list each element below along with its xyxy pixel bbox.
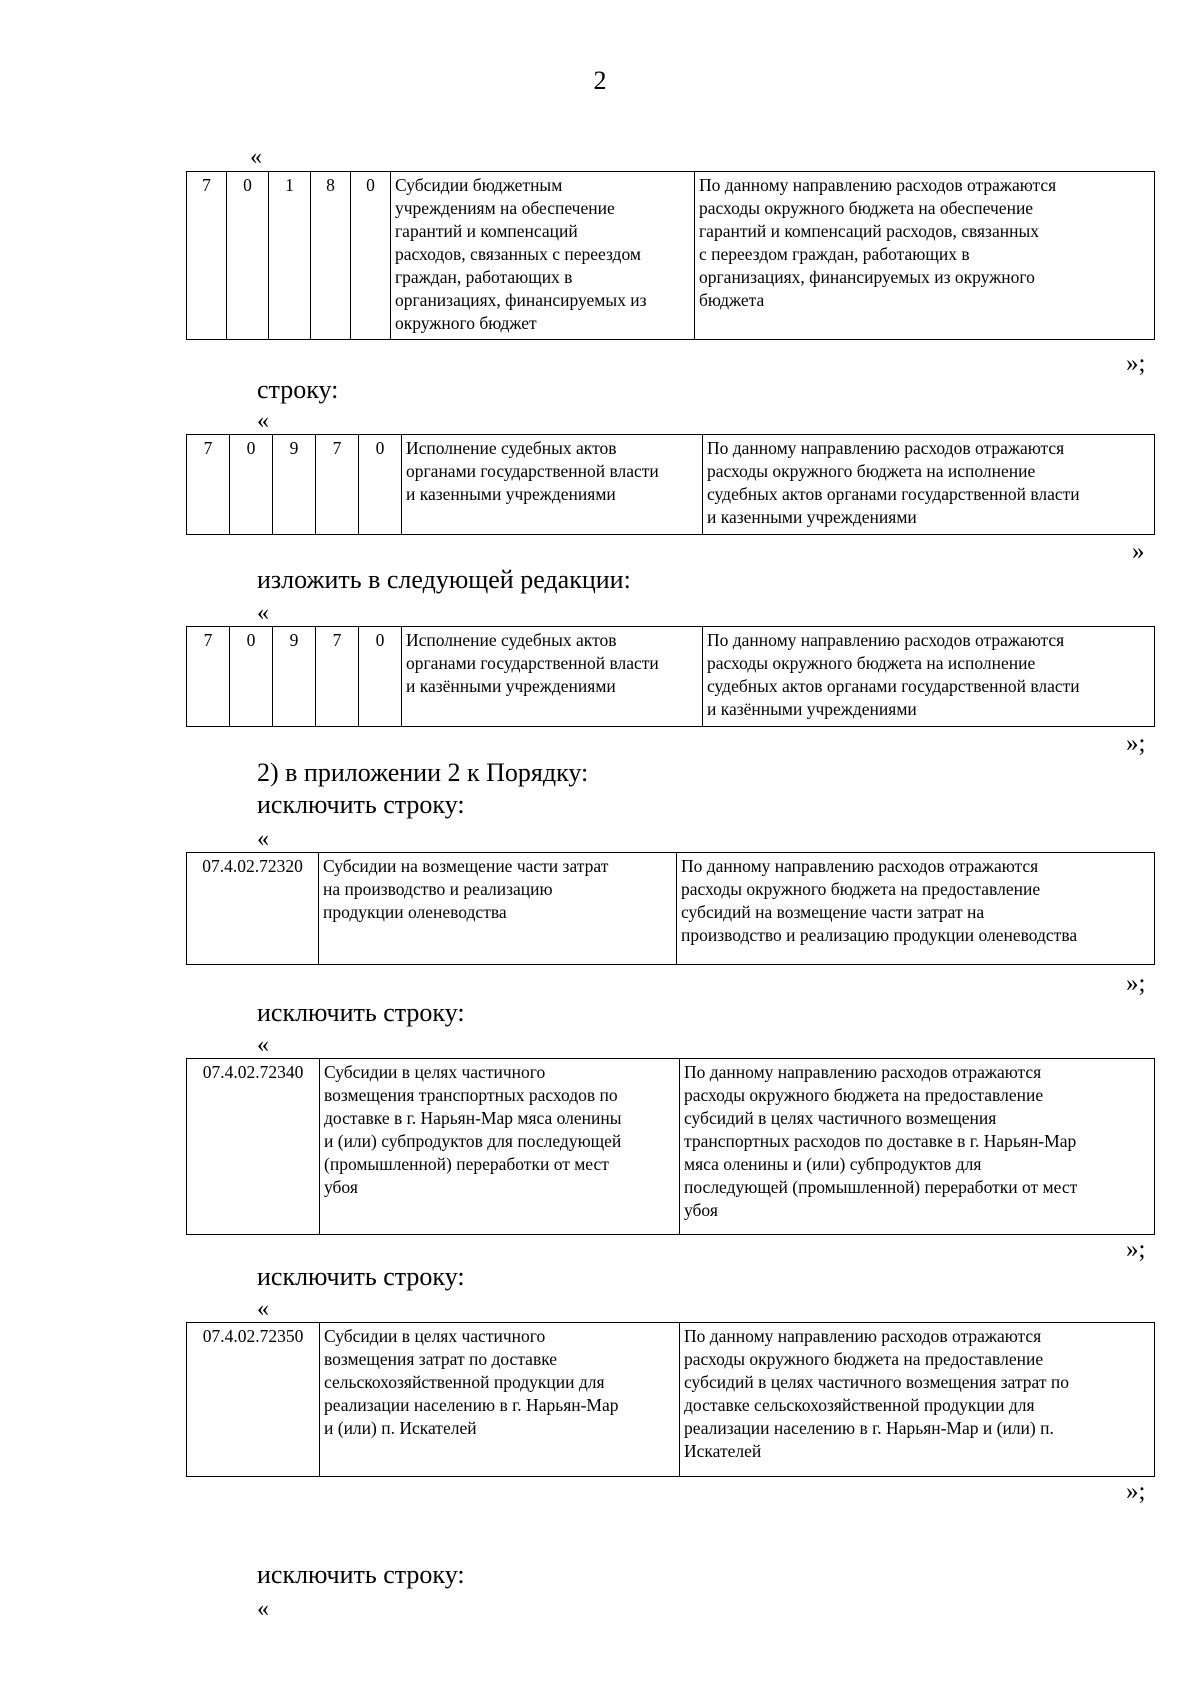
section-heading: исключить строку: xyxy=(257,1262,465,1291)
close-quote: »; xyxy=(1126,730,1146,757)
table-row xyxy=(187,1323,1155,1477)
budget-code: 07.4.02.72350 xyxy=(187,1323,320,1477)
budget-code-table xyxy=(186,1058,1155,1235)
section-heading: изложить в следующей редакции: xyxy=(257,565,631,594)
close-quote: »; xyxy=(1126,1236,1146,1263)
code-digit: 9 xyxy=(273,435,316,535)
page-number: 2 xyxy=(593,66,607,95)
open-quote: « xyxy=(257,600,269,626)
expense-description: По данному направлению расходов отражаются расходы окружного бюджета на исполнение судебных актов органами государственной власти и казёнными учреждениями xyxy=(703,627,1155,727)
budget-code: 07.4.02.72320 xyxy=(187,853,319,965)
close-quote: » xyxy=(1132,538,1145,565)
close-quote: »; xyxy=(1126,1478,1146,1505)
code-digit: 7 xyxy=(316,435,359,535)
expense-name: Субсидии в целях частичного возмещения транспортных расходов по доставке в г. Нарьян-Мар мяса оленины и (или) субпродуктов для последующей (промышленной) переработки от мест убоя xyxy=(320,1059,680,1235)
expense-name: Исполнение судебных актов органами государственной власти и казенными учреждениями xyxy=(402,435,703,535)
table-row xyxy=(187,627,1155,727)
expense-description: По данному направлению расходов отражаются расходы окружного бюджета на предоставление субсидий в целях частичного возмещения затрат по доставке сельскохозяйственной продукции для реализации населению в г. Нарьян-Мар и (или) п. Искателей xyxy=(680,1323,1155,1477)
section-subheading: исключить строку: xyxy=(257,790,465,819)
budget-code-table xyxy=(186,171,1155,340)
table-row xyxy=(187,853,1155,965)
expense-description: По данному направлению расходов отражаются расходы окружного бюджета на предоставление субсидий на возмещение части затрат на производство и реализацию продукции оленеводства xyxy=(677,853,1155,965)
section-heading: строку: xyxy=(257,375,339,404)
section-heading: исключить строку: xyxy=(257,998,465,1027)
code-digit: 0 xyxy=(359,435,402,535)
budget-code-table xyxy=(186,434,1155,535)
section-heading: исключить строку: xyxy=(257,1560,465,1589)
budget-code-table xyxy=(186,626,1155,727)
budget-code-table xyxy=(186,852,1155,965)
expense-name: Субсидии на возмещение части затрат на производство и реализацию продукции оленеводства xyxy=(319,853,677,965)
code-digit: 0 xyxy=(351,172,391,340)
budget-code: 07.4.02.72340 xyxy=(187,1059,320,1235)
expense-description: По данному направлению расходов отражаются расходы окружного бюджета на обеспечение гарантий и компенсаций расходов, связанных с переездом граждан, работающих в организациях, финансируемых из окружного бюджета xyxy=(695,172,1155,340)
table-row xyxy=(187,1059,1155,1235)
code-digit: 0 xyxy=(227,172,269,340)
code-digit: 0 xyxy=(230,627,273,727)
open-quote: « xyxy=(257,408,269,434)
open-quote: « xyxy=(257,826,269,852)
open-quote: « xyxy=(257,1296,269,1322)
expense-name: Субсидии в целях частичного возмещения затрат по доставке сельскохозяйственной продукции для реализации населению в г. Нарьян-Мар и (или) п. Искателей xyxy=(320,1323,680,1477)
expense-description: По данному направлению расходов отражаются расходы окружного бюджета на предоставление субсидий в целях частичного возмещения транспортных расходов по доставке в г. Нарьян-Мар мяса оленины и (или) субпродуктов для последующей (промышленной) переработки от мест убоя xyxy=(680,1059,1155,1235)
expense-name: Субсидии бюджетным учреждениям на обеспечение гарантий и компенсаций расходов, связанных с переездом граждан, работающих в организациях, финансируемых из окружного бюджет xyxy=(391,172,695,340)
section-heading: 2) в приложении 2 к Порядку: xyxy=(257,758,589,787)
code-digit: 7 xyxy=(187,435,230,535)
budget-code-table xyxy=(186,1322,1155,1477)
table-row xyxy=(187,172,1155,340)
code-digit: 0 xyxy=(230,435,273,535)
open-quote: « xyxy=(250,144,262,170)
expense-name: Исполнение судебных актов органами государственной власти и казёнными учреждениями xyxy=(402,627,703,727)
open-quote: « xyxy=(257,1596,269,1622)
code-digit: 8 xyxy=(311,172,351,340)
code-digit: 0 xyxy=(359,627,402,727)
code-digit: 7 xyxy=(187,172,227,340)
close-quote: »; xyxy=(1126,970,1146,997)
code-digit: 9 xyxy=(273,627,316,727)
code-digit: 7 xyxy=(316,627,359,727)
expense-description: По данному направлению расходов отражаются расходы окружного бюджета на исполнение судебных актов органами государственной власти и казенными учреждениями xyxy=(703,435,1155,535)
code-digit: 7 xyxy=(187,627,230,727)
code-digit: 1 xyxy=(269,172,311,340)
table-row xyxy=(187,435,1155,535)
close-quote: »; xyxy=(1126,350,1146,377)
open-quote: « xyxy=(257,1032,269,1058)
